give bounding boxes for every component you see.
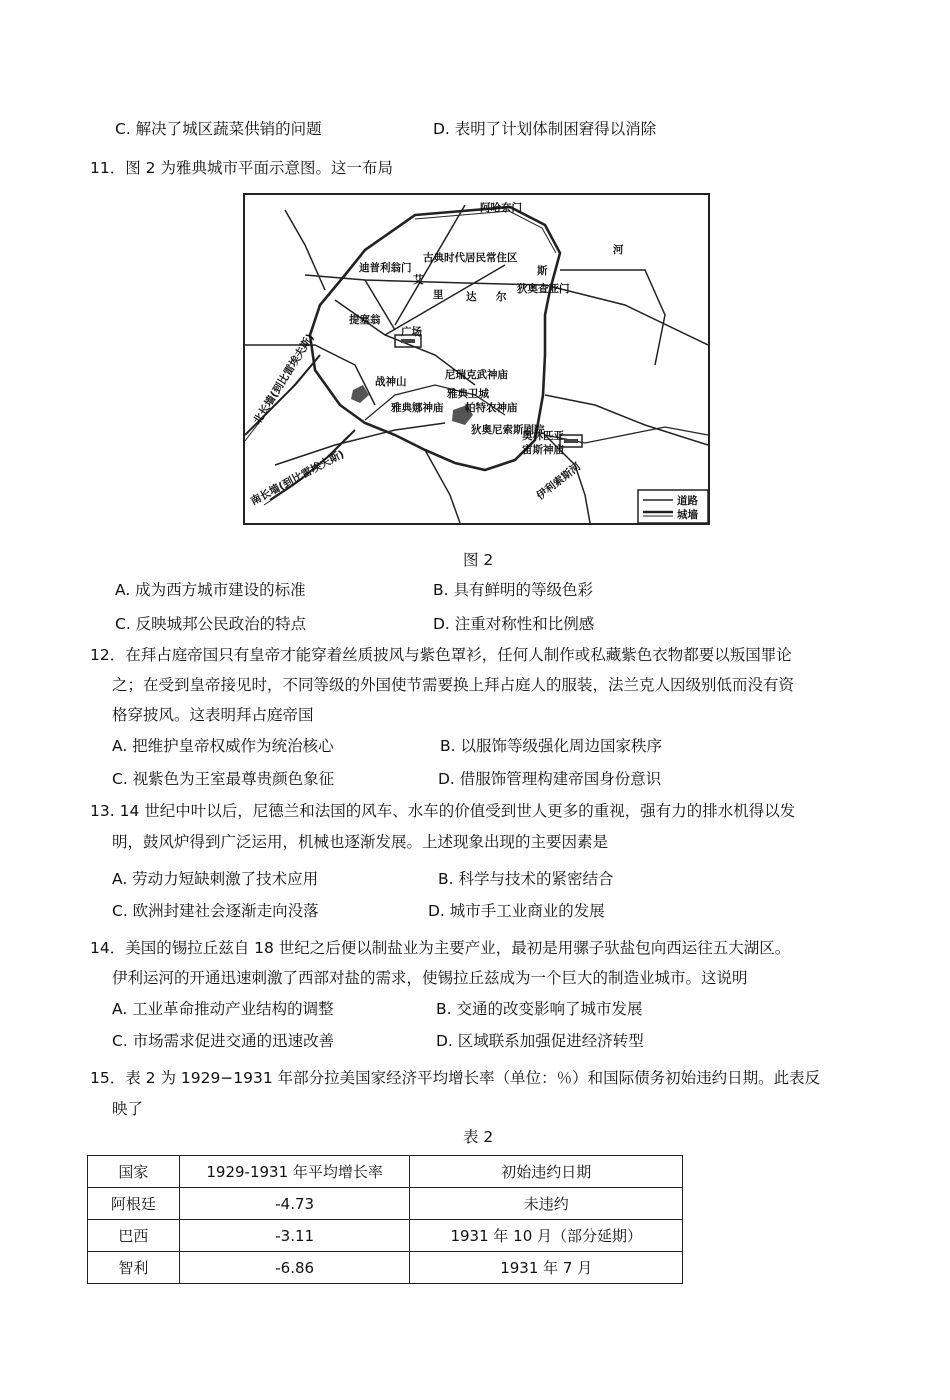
q13-option-d: D. 城市手工业商业的发展 [428,902,605,920]
map-label-road-2: 里 [433,289,444,301]
map-label-long-wall-north: 北长墙(到比雷埃夫斯) [251,331,317,427]
q13-option-a: A. 劳动力短缺刺激了技术应用 [112,870,319,888]
map-label-olympieion-b: 宙斯神庙 [522,444,564,456]
table-cell-growth: -3.11 [179,1220,410,1252]
map-label-olympieion-a: 奥林匹亚 [522,430,564,442]
table-cell-country: 巴西 [88,1220,180,1252]
map-label-gate-east: 狄奥查亚门 [517,283,570,295]
q12-option-a: A. 把维护皇帝权威作为统治核心 [112,737,334,755]
map-label-river-bottom: 伊利索斯河 [534,460,584,503]
q12-stem-line-1: 12．在拜占庭帝国只有皇帝才能穿着丝质披风与紫色罩衫，任何人制作或私藏紫色衣物都要以叛国罪论 [90,646,792,664]
map-label-acropolis: 雅典卫城 [447,388,489,400]
map-label-road-4: 尔 [496,291,507,303]
table-header-cell: 1929-1931 年平均增长率 [179,1156,410,1188]
map-label-long-wall-south: 南长墙(到比雷埃夫斯) [248,448,347,508]
q10-option-c: C. 解决了城区蔬菜供销的问题 [115,120,322,138]
q13-option-b: B. 科学与技术的紧密结合 [438,870,614,888]
q12-option-d: D. 借服饰管理构建帝国身份意识 [438,770,662,788]
map-label-river-top: 河 [613,244,624,256]
map-label-road-1: 艾 [413,274,424,286]
q14-option-c: C. 市场需求促进交通的迅速改善 [112,1032,335,1050]
q15-stem-line-1: 15．表 2 为 1929−1931 年部分拉美国家经济平均增长率（单位：％）和国际债务初始违约日期。此表反 [90,1069,821,1087]
table-cell-country: 智利 [88,1252,180,1284]
q11-option-a: A. 成为西方城市建设的标准 [115,581,306,599]
map-label-residential: 古典时代居民常住区 [423,252,518,264]
map-label-theater: 狄奥尼索斯剧院 [471,424,545,436]
table-header-cell: 初始违约日期 [410,1156,683,1188]
legend-road-label: 道路 [677,495,698,507]
q10-option-d: D. 表明了计划体制困窘得以消除 [433,120,657,138]
map-label-agora-a: 提塞翁 [349,314,381,326]
table-header-row [88,1156,683,1188]
q13-stem-line-2: 明，鼓风炉得到广泛运用，机械也逐渐发展。上述现象出现的主要因素是 [112,833,609,851]
map-label-parthenon: 帕特农神庙 [465,402,518,414]
q11-stem: 11．图 2 为雅典城市平面示意图。这一布局 [90,159,393,177]
q13-option-c: C. 欧洲封建社会逐渐走向没落 [112,902,319,920]
map-label-road-3: 达 [466,291,477,303]
table-row [88,1252,683,1284]
table-cell-growth: -4.73 [179,1188,410,1220]
map-label-gate-north: 阿哈奈门 [480,202,522,214]
q14-option-a: A. 工业革命推动产业结构的调整 [112,1000,334,1018]
q11-option-c: C. 反映城邦公民政治的特点 [115,615,307,633]
table-cell-country: 阿根廷 [88,1188,180,1220]
q15-stem-line-2: 映了 [112,1100,144,1118]
q11-option-b: B. 具有鲜明的等级色彩 [433,581,593,599]
table-header-cell: 国家 [88,1156,180,1188]
figure-2-caption: 图 2 [463,551,494,569]
q12-stem-line-2: 之；在受到皇帝接见时，不同等级的外国使节需要换上拜占庭人的服装，法兰克人因级别低而没有资 [112,676,795,694]
q14-option-b: B. 交通的改变影响了城市发展 [436,1000,643,1018]
q14-option-d: D. 区域联系加强促进经济转型 [436,1032,644,1050]
athens-city-map [243,193,710,525]
map-label-agora-b: 广场 [401,326,422,338]
table-row [88,1188,683,1220]
table-cell-default-date: 1931 年 7 月 [410,1252,683,1284]
map-label-river-top-2: 斯 [537,265,548,277]
legend-wall-label: 城墙 [677,509,698,521]
table-row [88,1220,683,1252]
q12-option-c: C. 视紫色为王室最尊贵颜色象征 [112,770,335,788]
q13-stem-line-1: 13. 14 世纪中叶以后，尼德兰和法国的风车、水车的价值受到世人更多的重视，强有力的排水机得以发 [90,802,796,820]
q14-stem-line-1: 14．美国的锡拉丘兹自 18 世纪之后便以制盐业为主要产业，最初是用骡子驮盐包向西运往五大湖区。 [90,939,791,957]
table-cell-default-date: 未违约 [410,1188,683,1220]
q14-stem-line-2: 伊利运河的开通迅速刺激了西部对盐的需求，使锡拉丘兹成为一个巨大的制造业城市。这说明 [112,969,748,987]
q12-stem-line-3: 格穿披风。这表明拜占庭帝国 [112,706,314,724]
q11-option-d: D. 注重对称性和比例感 [433,615,595,633]
map-label-athena-temple: 雅典娜神庙 [391,402,444,414]
table-cell-growth: -6.86 [179,1252,410,1284]
map-label-temple-nike: 尼瑞克武神庙 [445,369,508,381]
table-2-title: 表 2 [463,1128,494,1146]
table-2 [87,1155,683,1284]
map-label-ares-hill: 战神山 [375,376,407,388]
q12-option-b: B. 以服饰等级强化周边国家秩序 [440,737,662,755]
map-label-gate-west: 迪普利翁门 [359,262,412,274]
table-cell-default-date: 1931 年 10 月（部分延期） [410,1220,683,1252]
